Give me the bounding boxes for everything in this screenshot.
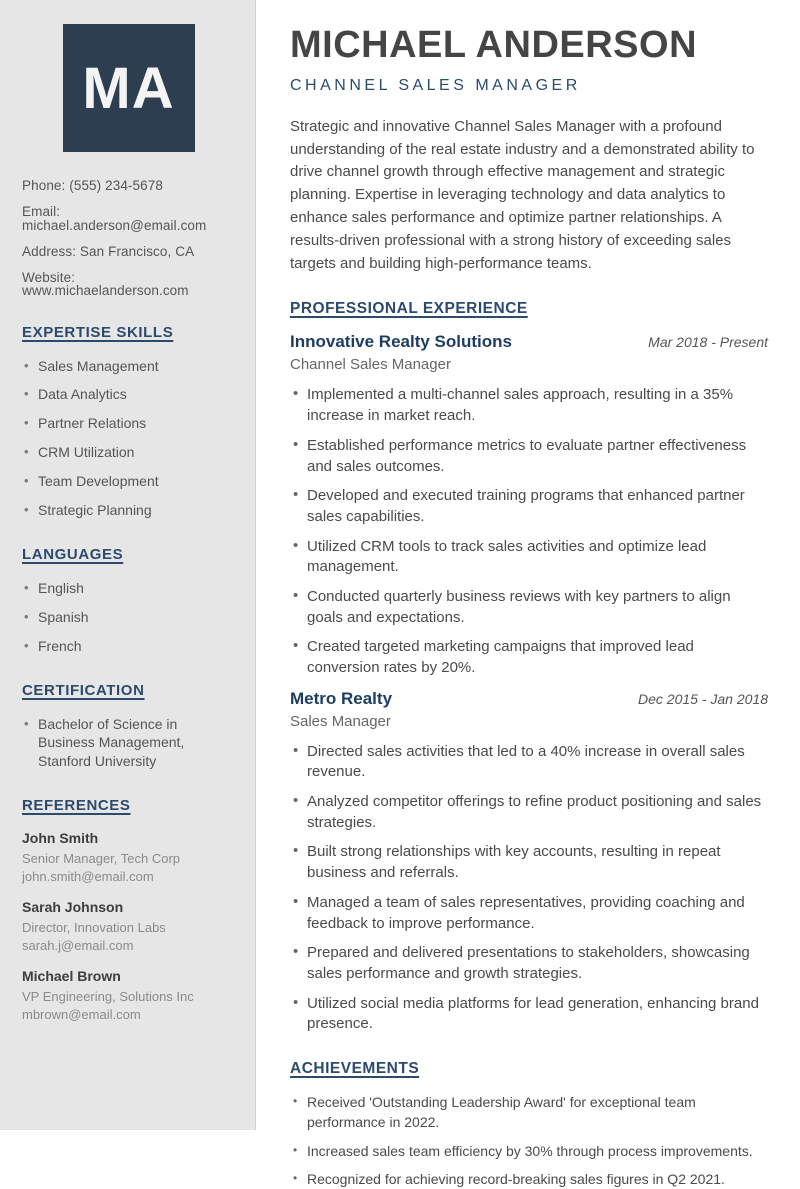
job-role: Channel Sales Manager	[290, 356, 451, 374]
achievement-item: • Increased sales team efficiency by 30% through process improvements.	[290, 1141, 768, 1161]
experience-section-title: PROFESSIONAL EXPERIENCE	[290, 300, 528, 318]
skill-item: • Data Analytics	[22, 385, 235, 404]
job-bullet: • Utilized CRM tools to track sales activities and optimize lead management.	[290, 537, 768, 578]
language-item: • Spanish	[22, 608, 235, 627]
company-name: Metro Realty	[290, 688, 393, 708]
achievement-item: • Received 'Outstanding Leadership Award' for exceptional team performance in 2022.	[290, 1092, 768, 1133]
skill-item: • CRM Utilization	[22, 443, 235, 462]
job-bullet: • Established performance metrics to evaluate partner effectiveness and sales outcomes.	[290, 436, 768, 477]
reference-name: Michael Brown	[22, 967, 121, 984]
sidebar	[0, 0, 256, 1130]
job-bullet: • Managed a team of sales representatives, providing coaching and feedback to improve performance.	[290, 893, 768, 934]
job-bullet: • Analyzed competitor offerings to refine product positioning and sales strategies.	[290, 792, 768, 833]
reference-entry	[22, 968, 235, 1024]
job-bullet: • Implemented a multi-channel sales approach, resulting in a 35% increase in market reach.	[290, 385, 768, 426]
experience-entry	[290, 332, 768, 678]
skill-item: • Team Development	[22, 472, 235, 491]
job-bullet-list	[290, 742, 768, 1035]
skill-item: • Partner Relations	[22, 414, 235, 433]
job-bullet: • Utilized social media platforms for lead generation, enhancing brand presence.	[290, 994, 768, 1035]
certification-section-title: CERTIFICATION	[22, 681, 145, 699]
monogram-avatar	[63, 24, 195, 152]
job-dates: Dec 2015 - Jan 2018	[638, 690, 768, 707]
reference-entry	[22, 830, 235, 886]
references-list	[22, 830, 235, 1024]
contact-address: Address: San Francisco, CA	[22, 243, 195, 259]
languages-list	[22, 579, 235, 656]
job-bullet: • Conducted quarterly business reviews with key partners to align goals and expectations.	[290, 587, 768, 628]
contact-email: Email: michael.anderson@email.com	[22, 204, 207, 233]
job-bullet: • Directed sales activities that led to a 40% increase in overall sales revenue.	[290, 742, 768, 783]
achievements-list	[290, 1092, 768, 1189]
reference-name: Sarah Johnson	[22, 899, 124, 916]
reference-name: John Smith	[22, 830, 99, 847]
contact-website: Website: www.michaelanderson.com	[22, 269, 189, 298]
reference-email: sarah.j@email.com	[22, 938, 134, 953]
achievements-section-title: ACHIEVEMENTS	[290, 1059, 420, 1077]
certification-list	[22, 715, 235, 772]
job-bullet: • Built strong relationships with key accounts, resulting in repeat business and referrals.	[290, 842, 768, 883]
candidate-title: CHANNEL SALES MANAGER	[290, 76, 581, 94]
reference-role: VP Engineering, Solutions Inc	[22, 988, 194, 1004]
reference-entry	[22, 899, 235, 955]
job-dates: Mar 2018 - Present	[648, 334, 768, 351]
job-bullet: • Created targeted marketing campaigns that improved lead conversion rates by 20%.	[290, 637, 768, 678]
job-bullet-list	[290, 385, 768, 678]
reference-role: Director, Innovation Labs	[22, 920, 166, 936]
contact-info	[22, 179, 235, 298]
reference-email: mbrown@email.com	[22, 1006, 141, 1022]
reference-email: john.smith@email.com	[22, 869, 154, 885]
skill-item: • Sales Management	[22, 357, 235, 376]
job-bullet: • Prepared and delivered presentations to stakeholders, showcasing sales performance and growth strategies.	[290, 943, 768, 984]
skills-list	[22, 357, 235, 520]
reference-role: Senior Manager, Tech Corp	[22, 851, 181, 867]
job-header	[290, 689, 768, 709]
summary-paragraph: Strategic and innovative Channel Sales Manager with a profound understanding of the real estate industry and a demonstrated ability to drive channel growth through effective management and strategic planning. Expertise in leveraging technology and data analytics to enhance sales performance and optimize partner relationships. A results-driven professional with a strong history of exceeding sales targets and building high-performance teams.	[290, 117, 755, 272]
references-section-title: REFERENCES	[22, 797, 131, 815]
monogram-initials: MA	[82, 55, 175, 121]
skill-item: • Strategic Planning	[22, 501, 235, 520]
skills-section-title: EXPERTISE SKILLS	[22, 323, 174, 341]
main-content	[256, 0, 800, 1187]
job-role: Sales Manager	[290, 712, 391, 730]
contact-phone: Phone: (555) 234-5678	[22, 178, 163, 193]
achievement-item: • Recognized for achieving record-breaking sales figures in Q2 2021.	[290, 1169, 768, 1189]
job-header	[290, 332, 768, 352]
candidate-name: MICHAEL ANDERSON	[290, 24, 698, 66]
job-bullet: • Developed and executed training programs that enhanced partner sales capabilities.	[290, 486, 768, 527]
languages-section-title: LANGUAGES	[22, 545, 124, 563]
company-name: Innovative Realty Solutions	[290, 332, 512, 352]
experience-entry	[290, 689, 768, 1035]
certification-item: • Bachelor of Science in Business Management, Stanford University	[22, 715, 235, 772]
language-item: • English	[22, 579, 235, 598]
language-item: • French	[22, 637, 235, 656]
